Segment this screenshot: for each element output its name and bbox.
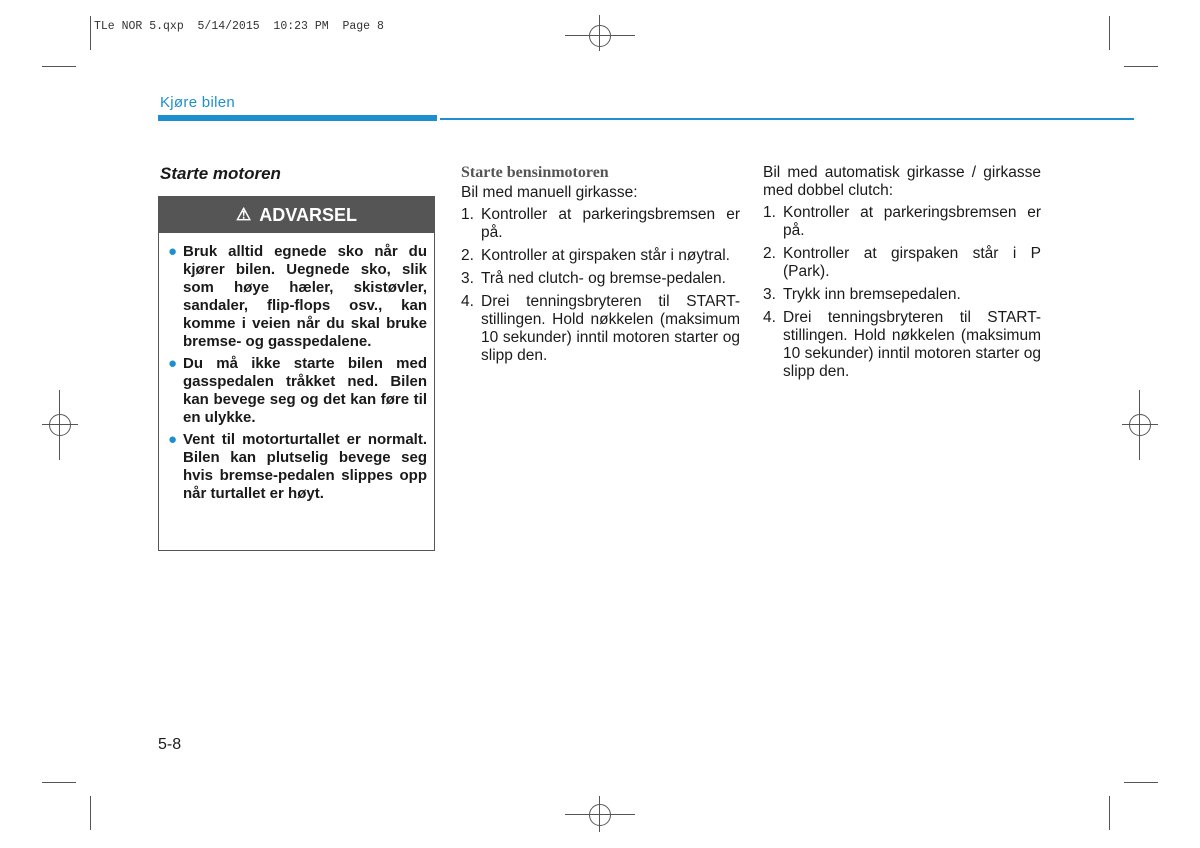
registration-line <box>1139 390 1140 460</box>
step-item: 3. Trykk inn bremsepedalen. <box>763 286 961 303</box>
page-number: 5-8 <box>158 736 182 753</box>
registration-mark-top <box>589 25 611 47</box>
crop-mark <box>1124 66 1158 67</box>
step-item: 3. Trå ned clutch- og bremse-pedalen. <box>461 270 726 287</box>
registration-mark-left <box>49 414 71 436</box>
crop-mark <box>42 782 76 783</box>
registration-line <box>599 796 600 832</box>
section-title: Kjøre bilen <box>160 94 235 111</box>
bullet-icon: ● <box>168 355 178 372</box>
bullet-icon: ● <box>168 431 178 448</box>
warning-item: ● Vent til motorturtallet er normalt. Bilen kan plutselig bevege seg hvis bremse-pedalen slippes opp når turtallet er høyt. <box>168 431 427 502</box>
crop-mark <box>1109 16 1110 50</box>
crop-mark <box>1109 796 1110 830</box>
step-item: 1. Kontroller at parkeringsbremsen er på. <box>763 204 1041 239</box>
section-bar <box>158 115 437 121</box>
warning-box <box>158 196 435 551</box>
column-intro: Bil med automatisk girkasse / girkasse med dobbel clutch: <box>763 164 1041 199</box>
crop-mark <box>90 16 91 50</box>
warning-item: ● Bruk alltid egnede sko når du kjører bilen. Uegnede sko, slik som høye hæler, skistøvler, sandaler, flip-flops osv., kan komme i veien når du skal bruke bremse- og gasspedalene. <box>168 243 427 350</box>
warning-title: ADVARSEL <box>259 204 357 225</box>
registration-line <box>59 390 60 460</box>
print-slug: TLe NOR 5.qxp 5/14/2015 10:23 PM Page 8 <box>94 20 384 33</box>
crop-mark <box>42 66 76 67</box>
column-heading: Starte bensinmotoren <box>461 164 609 181</box>
warning-list <box>167 243 427 507</box>
column-intro: Bil med manuell girkasse: <box>461 184 638 201</box>
registration-line <box>599 15 600 51</box>
step-item: 4. Drei tenningsbryteren til START-stillingen. Hold nøkkelen (maksimum 10 sekunder) inntil motoren starter og slipp den. <box>461 293 740 364</box>
registration-line <box>565 35 635 36</box>
section-rule <box>440 118 1134 120</box>
registration-line <box>1122 424 1158 425</box>
crop-mark <box>90 796 91 830</box>
crop-mark <box>1124 782 1158 783</box>
step-item: 2. Kontroller at girspaken står i nøytral. <box>461 247 730 264</box>
registration-mark-right <box>1129 414 1151 436</box>
bullet-icon: ● <box>168 243 178 260</box>
step-item: 1. Kontroller at parkeringsbremsen er på. <box>461 206 740 241</box>
registration-line <box>42 424 78 425</box>
warning-header <box>159 197 434 233</box>
step-list <box>461 206 740 365</box>
column-petrol-engine <box>461 164 740 370</box>
column-automatic <box>763 164 1041 386</box>
warning-triangle-icon: ⚠ <box>236 205 252 224</box>
step-item: 2. Kontroller at girspaken står i P (Park). <box>763 245 1041 280</box>
subheading: Starte motoren <box>160 164 281 183</box>
registration-line <box>565 814 635 815</box>
registration-mark-bottom <box>589 804 611 826</box>
warning-item: ● Du må ikke starte bilen med gasspedalen tråkket ned. Bilen kan bevege seg og det kan føre til en ulykke. <box>168 355 427 426</box>
step-list <box>763 204 1041 381</box>
step-item: 4. Drei tenningsbryteren til START-stillingen. Hold nøkkelen (maksimum 10 sekunder) inntil motoren starter og slipp den. <box>763 309 1041 380</box>
